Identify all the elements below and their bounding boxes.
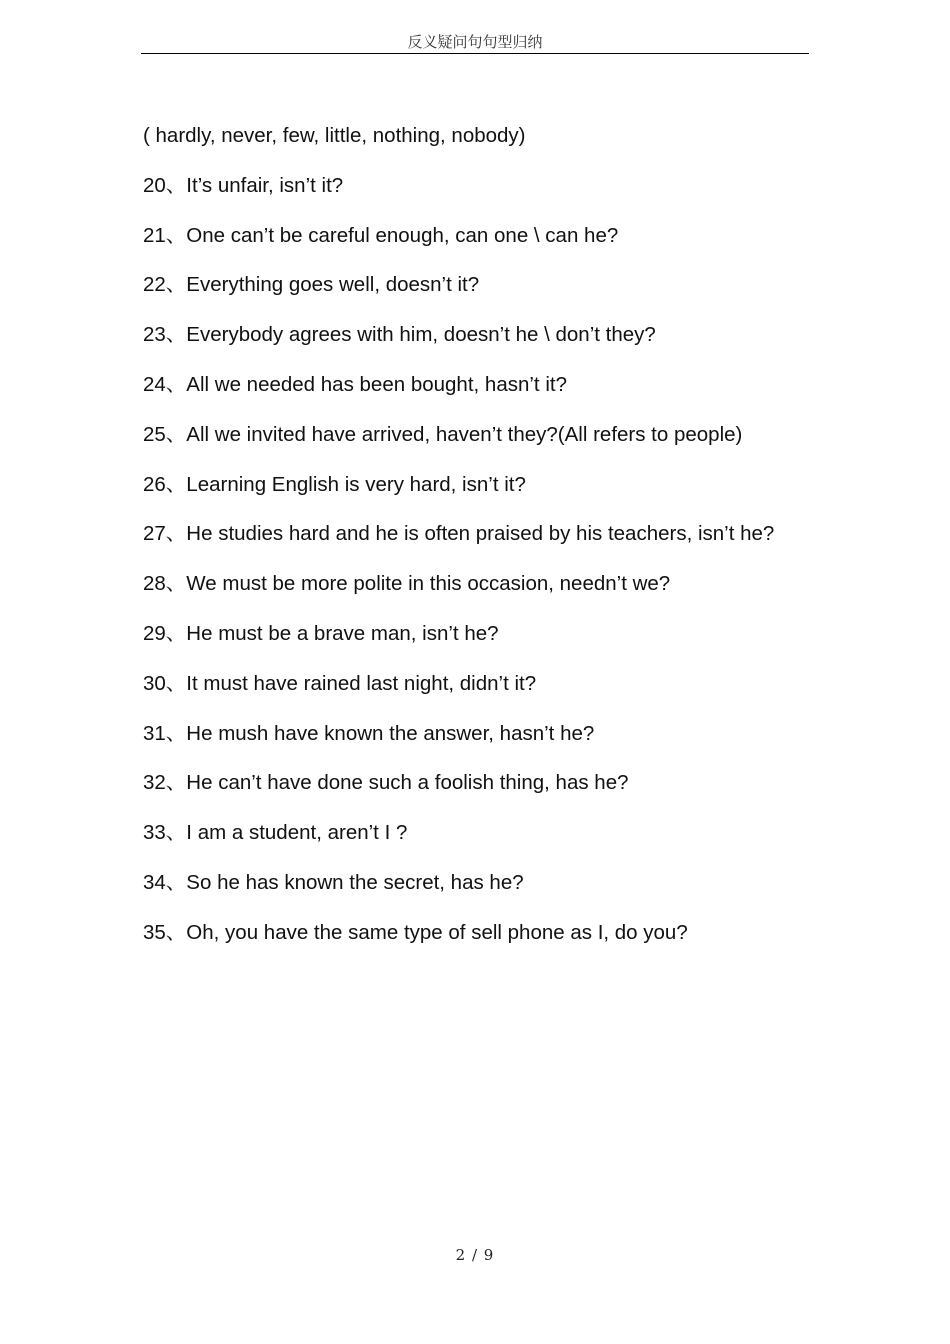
text-line: 25、All we invited have arrived, haven’t they?(All refers to people) <box>143 422 743 446</box>
text-line: 24、All we needed has been bought, hasn’t it? <box>143 372 567 396</box>
header-divider <box>141 53 809 54</box>
page-number: 2 / 9 <box>455 1246 495 1264</box>
text-line: 32、He can’t have done such a foolish thing, has he? <box>143 771 629 795</box>
text-line: ( hardly, never, few, little, nothing, nobody) <box>143 124 526 147</box>
document-body <box>143 122 833 969</box>
text-line: 33、I am a student, aren’t I ? <box>143 821 408 845</box>
text-line: 35、Oh, you have the same type of sell phone as I, do you? <box>143 920 688 944</box>
text-line: 22、Everything goes well, doesn’t it? <box>143 273 480 297</box>
text-line: 26、Learning English is very hard, isn’t it? <box>143 472 526 496</box>
text-line: 27、He studies hard and he is often praised by his teachers, isn’t he? <box>143 522 775 546</box>
text-line: 34、So he has known the secret, has he? <box>143 870 524 894</box>
text-line: 23、Everybody agrees with him, doesn’t he \ don’t they? <box>143 323 656 347</box>
text-line: 31、He mush have known the answer, hasn’t he? <box>143 721 595 745</box>
text-line: 30、It must have rained last night, didn’t it? <box>143 671 537 695</box>
text-line: 20、It’s unfair, isn’t it? <box>143 173 344 197</box>
text-line: 29、He must be a brave man, isn’t he? <box>143 621 499 645</box>
text-line: 21、One can’t be careful enough, can one \ can he? <box>143 223 619 247</box>
text-line: 28、We must be more polite in this occasion, needn’t we? <box>143 572 671 596</box>
header-title: 反义疑问句句型归纳 <box>407 33 543 51</box>
